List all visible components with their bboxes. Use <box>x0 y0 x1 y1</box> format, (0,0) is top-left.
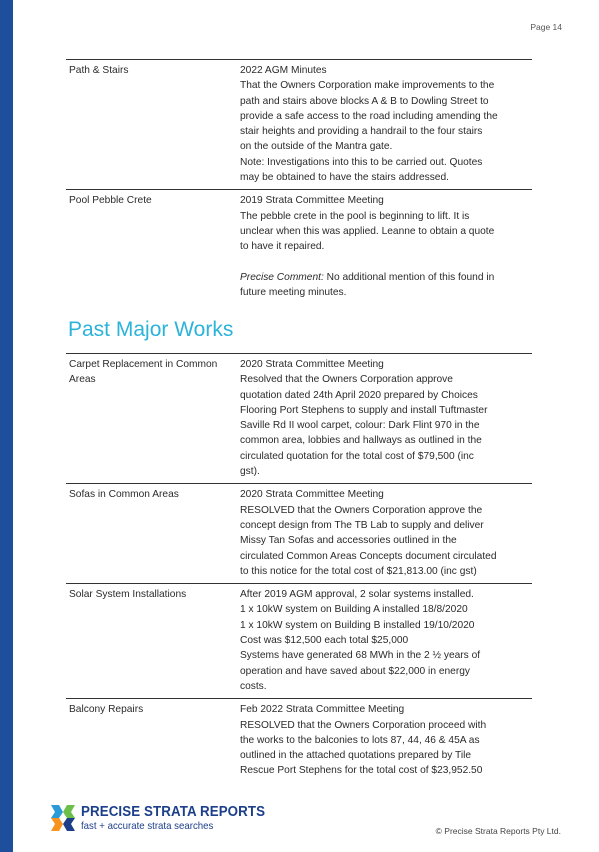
row-content: 2022 AGM Minutes That the Owners Corporation make improvements to the path and stairs above blocks A & B to Dowling Street to provide a safe access to the road including amending the stair heights and providing a handrail to the four stairs on the outside of the Mantra gate. Note: Investigations into this to be carried out. Quotes may be obtained to have the stairs addressed. <box>240 65 498 184</box>
table-row <box>66 583 532 694</box>
row-content: After 2019 AGM approval, 2 solar systems installed. 1 x 10kW system on Building A installed 18/8/2020 1 x 10kW system on Building B installed 19/10/2020 Cost was $12,500 each total $25,000 Systems have generated 68 MWh in the 2 ½ years of operation and have saved about $22,000 in energy costs. <box>240 589 481 692</box>
row-content: 2020 Strata Committee Meeting RESOLVED that the Owners Corporation approve the concept design from The TB Lab to supply and deliver Missy Tan Sofas and accessories outlined in the circulated Common Areas Concepts document circulated to this notice for the total cost of $21,813.00 (inc gst) <box>240 489 497 577</box>
past-works-table <box>66 353 532 779</box>
defects-table <box>66 59 532 300</box>
left-accent-bar <box>0 0 13 852</box>
row-label: Sofas in Common Areas <box>69 489 179 501</box>
row-content: Feb 2022 Strata Committee Meeting RESOLVED that the Owners Corporation proceed with the works to the balconies to lots 87, 44, 46 & 45A as outlined in the attached quotations prepared by Tile Rescue Port Stephens for the total cost of $23,952.50 <box>240 704 487 777</box>
row-content: 2020 Strata Committee Meeting Resolved that the Owners Corporation approve quotation dated 24th April 2020 prepared by Choices Flooring Port Stephens to supply and install Tuftmaster Saville Rd II wool carpet, colour: Dark Flint 970 in the common area, lobbies and hallways as outlined in the circulated quotation for the total cost of $79,500 (inc gst). <box>240 359 488 478</box>
copyright-notice: © Precise Strata Reports Pty Ltd. <box>435 826 561 836</box>
row-content: 2019 Strata Committee Meeting The pebble crete in the pool is beginning to lift. It is unclear when this was applied. Leanne to obtain a quote to have it repaired. Precise Comment: No additional mention of this found in future meeting minutes. <box>240 193 532 300</box>
table-row <box>66 698 532 778</box>
section-heading: Past Major Works <box>68 318 234 341</box>
page-number: Page 14 <box>530 22 562 32</box>
row-label: Path & Stairs <box>69 65 129 76</box>
row-label: Solar System Installations <box>69 589 187 601</box>
row-label: Pool Pebble Crete <box>69 195 152 207</box>
logo-mark-icon <box>49 803 77 833</box>
brand-tagline: fast + accurate strata searches <box>81 819 214 832</box>
table-row <box>66 353 532 479</box>
brand-logo <box>49 803 281 833</box>
brand-name: PRECISE STRATA REPORTS <box>81 803 266 820</box>
row-label: Carpet Replacement in Common Areas <box>69 359 218 386</box>
table-row <box>66 59 532 185</box>
table-row <box>66 189 532 300</box>
table-row <box>66 483 532 579</box>
row-label: Balcony Repairs <box>69 704 144 716</box>
precise-comment: Precise Comment: No additional mention of this found in <box>240 271 495 283</box>
